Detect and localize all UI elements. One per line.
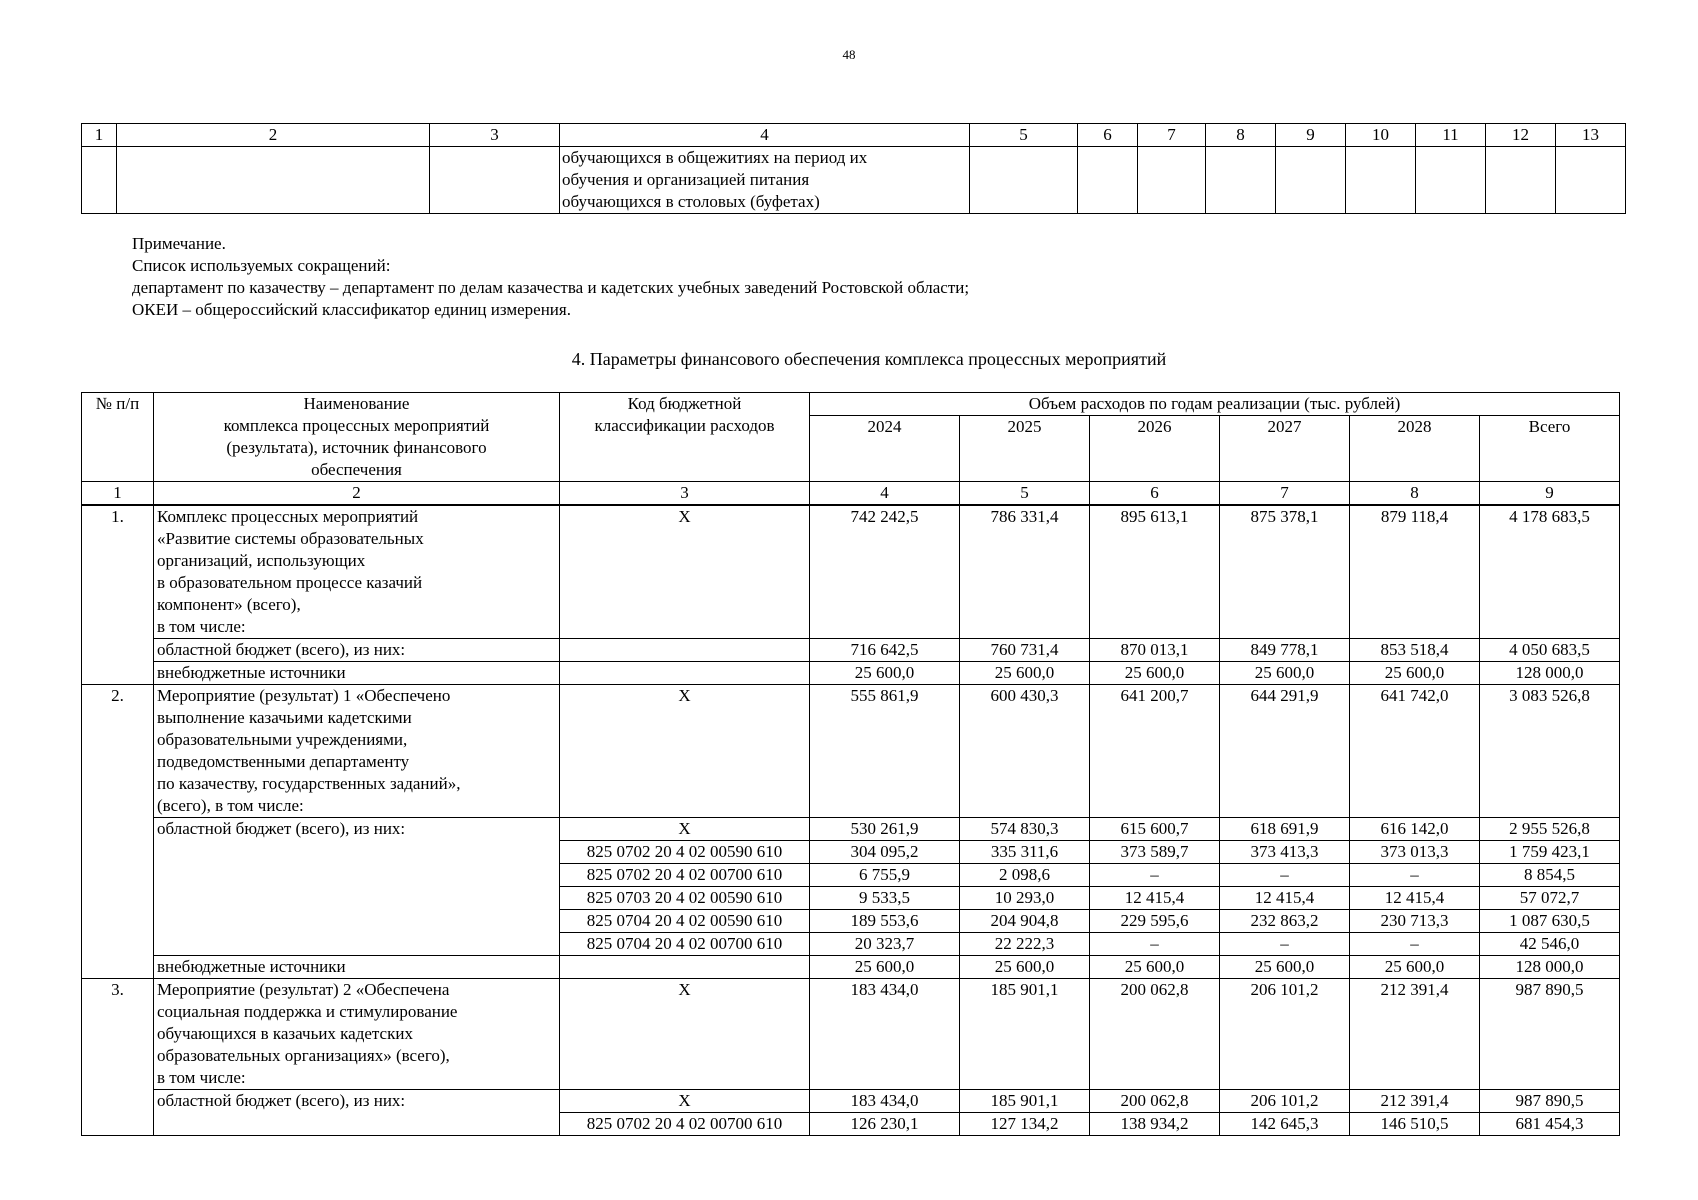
value-cell: 185 901,1 — [960, 979, 1090, 1090]
continuation-table — [81, 123, 1626, 214]
value-cell: – — [1220, 933, 1350, 956]
value-cell: 786 331,4 — [960, 505, 1090, 639]
col-index: 9 — [1276, 124, 1346, 147]
row-name-line: (всего), в том числе: — [157, 796, 304, 815]
header-code-line: Код бюджетной — [627, 394, 742, 413]
row-name-line: выполнение казачьими кадетскими — [157, 708, 412, 727]
row-name: областной бюджет (всего), из них: — [154, 818, 560, 956]
header-name-line: обеспечения — [311, 460, 402, 479]
row-code — [560, 662, 810, 685]
row-name-line: Мероприятие (результат) 2 «Обеспечена — [157, 980, 450, 999]
header-year: 2025 — [960, 416, 1090, 482]
col-index: 6 — [1078, 124, 1138, 147]
value-cell: 200 062,8 — [1090, 979, 1220, 1090]
value-cell: 849 778,1 — [1220, 639, 1350, 662]
row-name-line: подведомственными департаменту — [157, 752, 410, 771]
value-cell: 189 553,6 — [810, 910, 960, 933]
cell — [1138, 147, 1206, 214]
value-cell: – — [1350, 864, 1480, 887]
value-cell: 875 378,1 — [1220, 505, 1350, 639]
cell — [430, 147, 560, 214]
value-cell: 742 242,5 — [810, 505, 960, 639]
note-title: Примечание. — [132, 234, 226, 253]
col-index: 10 — [1346, 124, 1416, 147]
value-cell: 142 645,3 — [1220, 1113, 1350, 1136]
cell — [970, 147, 1078, 214]
value-cell: 25 600,0 — [1350, 662, 1480, 685]
row-code: X — [560, 505, 810, 639]
row-name-line: «Развитие системы образовательных — [157, 529, 424, 548]
financing-table — [81, 392, 1620, 1136]
total-cell: 128 000,0 — [1480, 662, 1620, 685]
row-name: областной бюджет (всего), из них: — [154, 1090, 560, 1136]
row-number: 1. — [82, 505, 154, 685]
index-cell: 8 — [1350, 482, 1480, 506]
value-cell: 25 600,0 — [1090, 662, 1220, 685]
value-cell: 10 293,0 — [960, 887, 1090, 910]
col-index: 5 — [970, 124, 1078, 147]
note-line: Список используемых сокращений: — [132, 256, 391, 275]
total-cell: 57 072,7 — [1480, 887, 1620, 910]
continuation-header-row — [82, 124, 1626, 147]
value-cell: 206 101,2 — [1220, 979, 1350, 1090]
row-name — [154, 505, 560, 639]
header-year: 2024 — [810, 416, 960, 482]
header-year: 2027 — [1220, 416, 1350, 482]
index-row — [82, 482, 1620, 506]
cell — [117, 147, 430, 214]
total-cell: 987 890,5 — [1480, 979, 1620, 1090]
total-cell: 681 454,3 — [1480, 1113, 1620, 1136]
cell — [1556, 147, 1626, 214]
col-index: 8 — [1206, 124, 1276, 147]
value-cell: 229 595,6 — [1090, 910, 1220, 933]
value-cell: 555 861,9 — [810, 685, 960, 818]
value-cell: 616 142,0 — [1350, 818, 1480, 841]
total-cell: 4 178 683,5 — [1480, 505, 1620, 639]
value-cell: 183 434,0 — [810, 1090, 960, 1113]
value-cell: 373 013,3 — [1350, 841, 1480, 864]
col-index: 11 — [1416, 124, 1486, 147]
row-code: X — [560, 818, 810, 841]
row-code: 825 0702 20 4 02 00700 610 — [560, 1113, 810, 1136]
row-name-line: в том числе: — [157, 617, 246, 636]
row-code: 825 0702 20 4 02 00700 610 — [560, 864, 810, 887]
table-row — [82, 685, 1620, 818]
value-cell: 25 600,0 — [1220, 956, 1350, 979]
value-cell: 126 230,1 — [810, 1113, 960, 1136]
row-name-line: образовательных организациях» (всего), — [157, 1046, 450, 1065]
value-cell: 25 600,0 — [1090, 956, 1220, 979]
value-cell: – — [1090, 933, 1220, 956]
table-row — [82, 639, 1620, 662]
value-cell: 895 613,1 — [1090, 505, 1220, 639]
description-line: обучающихся в общежитиях на период их — [562, 148, 868, 167]
total-cell: 4 050 683,5 — [1480, 639, 1620, 662]
value-cell: – — [1350, 933, 1480, 956]
col-index: 13 — [1556, 124, 1626, 147]
row-name: внебюджетные источники — [154, 662, 560, 685]
description-line: обучения и организацией питания — [562, 170, 810, 189]
value-cell: 373 589,7 — [1090, 841, 1220, 864]
cell — [1346, 147, 1416, 214]
row-name — [154, 979, 560, 1090]
value-cell: 232 863,2 — [1220, 910, 1350, 933]
value-cell: 25 600,0 — [1220, 662, 1350, 685]
cell — [1416, 147, 1486, 214]
total-cell: 128 000,0 — [1480, 956, 1620, 979]
value-cell: 212 391,4 — [1350, 1090, 1480, 1113]
row-code: 825 0703 20 4 02 00590 610 — [560, 887, 810, 910]
col-index: 12 — [1486, 124, 1556, 147]
total-cell: 42 546,0 — [1480, 933, 1620, 956]
value-cell: 335 311,6 — [960, 841, 1090, 864]
value-cell: 146 510,5 — [1350, 1113, 1480, 1136]
row-code: 825 0704 20 4 02 00590 610 — [560, 910, 810, 933]
row-name-line: в образовательном процессе казачий — [157, 573, 423, 592]
value-cell: 530 261,9 — [810, 818, 960, 841]
index-cell: 6 — [1090, 482, 1220, 506]
table-row — [82, 979, 1620, 1090]
value-cell: 22 222,3 — [960, 933, 1090, 956]
value-cell: 760 731,4 — [960, 639, 1090, 662]
total-cell: 1 087 630,5 — [1480, 910, 1620, 933]
table-row — [82, 1090, 1620, 1113]
header-code — [560, 393, 810, 482]
cell — [1486, 147, 1556, 214]
index-cell: 5 — [960, 482, 1090, 506]
value-cell: 25 600,0 — [1350, 956, 1480, 979]
row-code: X — [560, 979, 810, 1090]
value-cell: 853 518,4 — [1350, 639, 1480, 662]
header-name-line: (результата), источник финансового — [226, 438, 487, 457]
continuation-row — [82, 147, 1626, 214]
col-index: 1 — [82, 124, 117, 147]
value-cell: 6 755,9 — [810, 864, 960, 887]
value-cell: 206 101,2 — [1220, 1090, 1350, 1113]
row-name-line: в том числе: — [157, 1068, 246, 1087]
header-year: 2028 — [1350, 416, 1480, 482]
total-cell: 8 854,5 — [1480, 864, 1620, 887]
value-cell: 20 323,7 — [810, 933, 960, 956]
value-cell: 373 413,3 — [1220, 841, 1350, 864]
value-cell: 9 533,5 — [810, 887, 960, 910]
value-cell: 618 691,9 — [1220, 818, 1350, 841]
description-cell — [560, 147, 970, 214]
note-line: департамент по казачеству – департамент по делам казачества и кадетских учебных заведений Ростовской области; — [132, 278, 970, 297]
table-row — [82, 956, 1620, 979]
value-cell: 304 095,2 — [810, 841, 960, 864]
index-cell: 4 — [810, 482, 960, 506]
value-cell: 230 713,3 — [1350, 910, 1480, 933]
row-name-line: социальная поддержка и стимулирование — [157, 1002, 458, 1021]
total-cell: 3 083 526,8 — [1480, 685, 1620, 818]
total-cell: 2 955 526,8 — [1480, 818, 1620, 841]
cell — [1078, 147, 1138, 214]
value-cell: 879 118,4 — [1350, 505, 1480, 639]
value-cell: 716 642,5 — [810, 639, 960, 662]
value-cell: 138 934,2 — [1090, 1113, 1220, 1136]
row-code: X — [560, 685, 810, 818]
value-cell: 2 098,6 — [960, 864, 1090, 887]
value-cell: 12 415,4 — [1220, 887, 1350, 910]
value-cell: 200 062,8 — [1090, 1090, 1220, 1113]
header-name-line: комплекса процессных мероприятий — [223, 416, 490, 435]
cell — [1206, 147, 1276, 214]
value-cell: 212 391,4 — [1350, 979, 1480, 1090]
index-cell: 2 — [154, 482, 560, 506]
value-cell: 870 013,1 — [1090, 639, 1220, 662]
value-cell: 25 600,0 — [810, 956, 960, 979]
row-name: областной бюджет (всего), из них: — [154, 639, 560, 662]
header-num: № п/п — [82, 393, 154, 482]
table-row — [82, 818, 1620, 841]
value-cell: 185 901,1 — [960, 1090, 1090, 1113]
value-cell: 12 415,4 — [1090, 887, 1220, 910]
row-name: внебюджетные источники — [154, 956, 560, 979]
section-title: 4. Параметры финансового обеспечения комплекса процессных мероприятий — [571, 349, 1167, 369]
value-cell: 25 600,0 — [960, 956, 1090, 979]
value-cell: 600 430,3 — [960, 685, 1090, 818]
row-code: 825 0702 20 4 02 00590 610 — [560, 841, 810, 864]
cell — [1276, 147, 1346, 214]
header-total: Всего — [1480, 416, 1620, 482]
value-cell: 25 600,0 — [960, 662, 1090, 685]
value-cell: 127 134,2 — [960, 1113, 1090, 1136]
index-cell: 3 — [560, 482, 810, 506]
table-row — [82, 505, 1620, 639]
row-name-line: обучающихся в казачьих кадетских — [157, 1024, 413, 1043]
note-line: ОКЕИ – общероссийский классификатор единиц измерения. — [132, 300, 571, 319]
header-year: 2026 — [1090, 416, 1220, 482]
value-cell: 12 415,4 — [1350, 887, 1480, 910]
cell — [82, 147, 117, 214]
row-name-line: Комплекс процессных мероприятий — [157, 507, 419, 526]
value-cell: 183 434,0 — [810, 979, 960, 1090]
row-code: 825 0704 20 4 02 00700 610 — [560, 933, 810, 956]
row-number: 3. — [82, 979, 154, 1136]
value-cell: – — [1090, 864, 1220, 887]
index-cell: 1 — [82, 482, 154, 506]
col-index: 4 — [560, 124, 970, 147]
row-code: X — [560, 1090, 810, 1113]
value-cell: 574 830,3 — [960, 818, 1090, 841]
value-cell: 641 742,0 — [1350, 685, 1480, 818]
col-index: 3 — [430, 124, 560, 147]
value-cell: 641 200,7 — [1090, 685, 1220, 818]
value-cell: 204 904,8 — [960, 910, 1090, 933]
note-block — [132, 233, 969, 321]
value-cell: – — [1220, 864, 1350, 887]
row-name-line: компонент» (всего), — [157, 595, 301, 614]
table-row — [82, 662, 1620, 685]
row-name-line: Мероприятие (результат) 1 «Обеспечено — [157, 686, 451, 705]
index-cell: 7 — [1220, 482, 1350, 506]
row-number: 2. — [82, 685, 154, 979]
row-name-line: организаций, использующих — [157, 551, 366, 570]
header-code-line: классификации расходов — [594, 416, 775, 435]
col-index: 2 — [117, 124, 430, 147]
description-line: обучающихся в столовых (буфетах) — [562, 192, 820, 211]
value-cell: 25 600,0 — [810, 662, 960, 685]
value-cell: 644 291,9 — [1220, 685, 1350, 818]
row-name-line: по казачеству, государственных заданий», — [157, 774, 461, 793]
row-name-line: образовательными учреждениями, — [157, 730, 408, 749]
row-code — [560, 639, 810, 662]
total-cell: 987 890,5 — [1480, 1090, 1620, 1113]
header-name-line: Наименование — [303, 394, 410, 413]
index-cell: 9 — [1480, 482, 1620, 506]
header-row — [82, 393, 1620, 416]
header-volume: Объем расходов по годам реализации (тыс. рублей) — [810, 393, 1620, 416]
row-code — [560, 956, 810, 979]
page-number: 48 — [842, 47, 856, 62]
col-index: 7 — [1138, 124, 1206, 147]
value-cell: 615 600,7 — [1090, 818, 1220, 841]
row-name — [154, 685, 560, 818]
total-cell: 1 759 423,1 — [1480, 841, 1620, 864]
header-name — [154, 393, 560, 482]
